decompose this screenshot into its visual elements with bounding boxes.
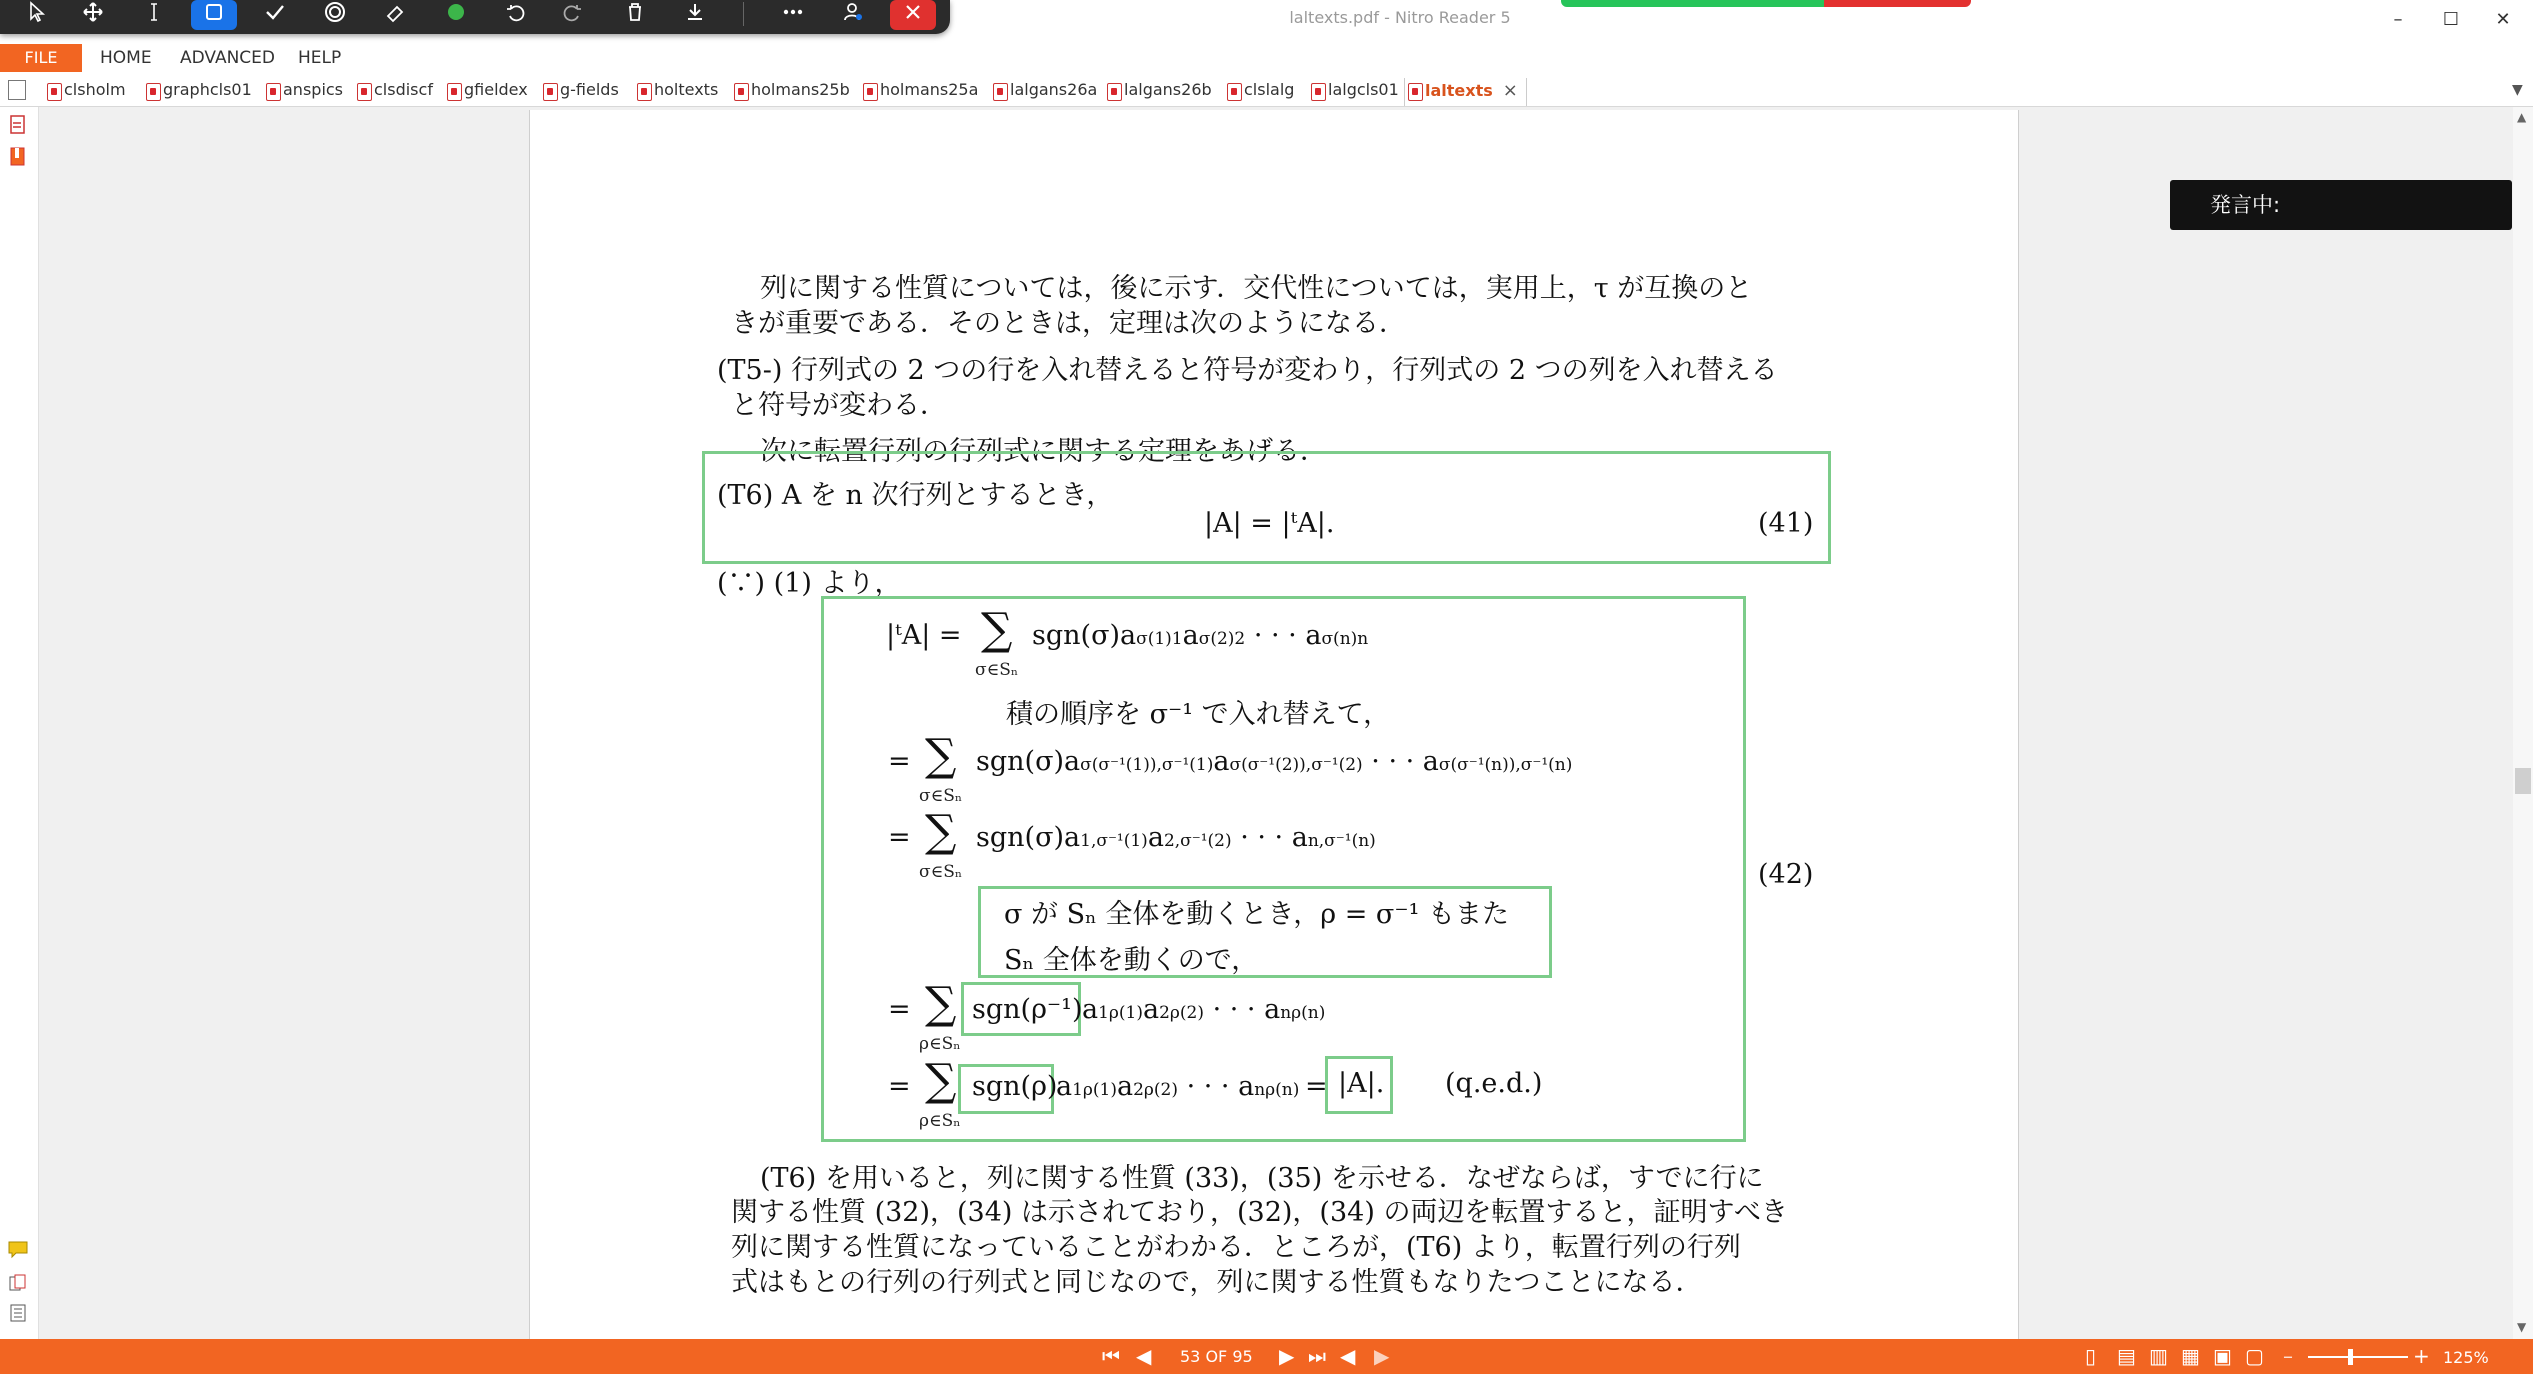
pdf-file-icon	[543, 83, 558, 101]
summation-index: σ∈Sₙ	[975, 660, 1019, 680]
proof-note-line: Sₙ 全体を動くので，	[1004, 945, 1259, 976]
math-subscript: σ(σ⁻¹(n)),σ⁻¹(n)	[1438, 755, 1573, 775]
zoom-out-icon[interactable]: –	[2283, 1344, 2293, 1368]
math-term	[1056, 1071, 1299, 1102]
tab-label: clsholm	[64, 80, 126, 99]
tab-lalgans26b[interactable]	[1104, 80, 1212, 104]
bookmarks-panel-icon[interactable]	[8, 147, 28, 167]
close-toolbar-icon[interactable]	[890, 0, 936, 30]
pdf-file-icon	[357, 83, 372, 101]
last-page-icon[interactable]: ⏭	[1308, 1344, 1326, 1368]
pdf-file-icon	[993, 83, 1008, 101]
math-text: · · · a	[1245, 620, 1322, 651]
scrollbar-thumb[interactable]	[2515, 768, 2531, 794]
math-text: · · · a	[1231, 822, 1308, 853]
undo-icon[interactable]	[492, 0, 538, 30]
summation-symbol: ∑	[925, 730, 957, 781]
tab-label: lalgans26a	[1010, 80, 1098, 99]
tab-label: holmans25b	[751, 80, 850, 99]
math-text: a	[1082, 994, 1099, 1025]
math-subscript: σ(σ⁻¹(2)),σ⁻¹(2)	[1229, 755, 1363, 775]
paragraph-line: (T6) を用いると，列に関する性質 (33)，(35) を示せる．なぜならば，すでに行に	[760, 1163, 1764, 1194]
maximize-button[interactable]: ☐	[2442, 9, 2460, 30]
eraser-icon[interactable]	[372, 0, 418, 30]
progress-bar-red	[1824, 0, 1971, 7]
first-page-icon[interactable]: ⏮	[1102, 1344, 1120, 1368]
math-text: sgn(σ)a	[976, 822, 1081, 853]
summation-symbol: ∑	[925, 1055, 957, 1106]
math-lhs: |ᵗA| =	[886, 620, 962, 651]
equation-41: |A| = |ᵗA|.	[1204, 508, 1335, 539]
tab-label: holmans25a	[880, 80, 979, 99]
pdf-file-icon	[1408, 83, 1423, 101]
theorem-t5-line: (T5-) 行列式の 2 つの行を入れ替えると符号が変わり，行列式の 2 つの列を入れ替える	[717, 355, 1778, 386]
pdf-file-icon	[266, 83, 281, 101]
math-subscript: σ(2)2	[1198, 629, 1246, 649]
pdf-file-icon	[1227, 83, 1242, 101]
scroll-down-icon[interactable]: ▼	[2517, 1320, 2527, 1334]
vertical-scrollbar[interactable]	[2513, 107, 2533, 1339]
math-subscript: 1ρ(1)	[1098, 1003, 1143, 1023]
tab-label: clsdiscf	[374, 80, 433, 99]
equation-number-42: (42)	[1758, 859, 1814, 890]
comments-panel-icon[interactable]	[8, 1241, 28, 1261]
paragraph-line: 式はもとの行列の行列式と同じなので，列に関する性質もなりたつことになる．	[731, 1267, 1703, 1298]
previous-page-icon[interactable]: ◀	[1136, 1344, 1152, 1368]
tab-label: lalgcls01	[1328, 80, 1399, 99]
proof-note-line: σ が Sₙ 全体を動くとき，ρ = σ⁻¹ もまた	[1004, 899, 1510, 930]
equation-number-41: (41)	[1758, 508, 1814, 539]
math-term	[976, 822, 1376, 853]
summation-index: σ∈Sₙ	[919, 786, 963, 806]
summation-index: ρ∈Sₙ	[919, 1034, 961, 1054]
sign-term: sgn(ρ⁻¹)	[972, 994, 1083, 1025]
download-icon[interactable]	[672, 0, 718, 30]
tab-clslalg[interactable]	[1224, 80, 1294, 104]
math-subscript: nρ(n)	[1280, 1003, 1326, 1023]
pdf-file-icon	[1107, 83, 1122, 101]
math-subscript: 1ρ(1)	[1072, 1080, 1117, 1100]
zoom-in-icon[interactable]: +	[2413, 1344, 2430, 1368]
select-arrow-icon[interactable]	[14, 0, 60, 30]
minimize-button[interactable]: –	[2393, 9, 2403, 30]
color-dot-icon[interactable]	[433, 0, 479, 30]
paragraph-line: 次に転置行列の行列式に関する定理をあげる．	[760, 436, 1327, 467]
tab-label: lalgans26b	[1124, 80, 1212, 99]
pdf-file-icon	[47, 83, 62, 101]
equals-sign: =	[888, 822, 911, 853]
tab-g-fields[interactable]	[540, 80, 619, 104]
tab-label: laltexts	[1425, 81, 1493, 100]
menu-help[interactable]: HELP	[298, 48, 342, 68]
text-cursor-icon[interactable]	[131, 0, 177, 30]
fit-page-icon[interactable]: ▣	[2213, 1344, 2232, 1368]
math-text: a	[1056, 1071, 1073, 1102]
math-text: · · · a	[1204, 994, 1281, 1025]
tab-graphcls01[interactable]	[143, 80, 252, 104]
result-term: |A|.	[1338, 1068, 1385, 1099]
more-icon[interactable]	[770, 0, 816, 30]
person-icon[interactable]	[830, 0, 876, 30]
close-tab-icon[interactable]: ×	[1502, 80, 1518, 101]
pdf-file-icon	[637, 83, 652, 101]
toolbar-separator	[743, 2, 744, 26]
math-subscript: σ(1)1	[1136, 629, 1183, 649]
delete-icon[interactable]	[612, 0, 658, 30]
window-title: laltexts.pdf - Nitro Reader 5	[1289, 8, 1511, 27]
page-indicator[interactable]: 53 OF 95	[1180, 1347, 1253, 1366]
tab-holmans25b[interactable]	[731, 80, 850, 104]
tab-lalgans26a[interactable]	[990, 80, 1097, 104]
continuous-facing-view-icon[interactable]: ▦	[2181, 1344, 2200, 1368]
redo-icon[interactable]	[550, 0, 596, 30]
pdf-file-icon	[734, 83, 749, 101]
speaking-indicator: 発言中:	[2170, 180, 2512, 230]
pdf-file-icon	[863, 83, 878, 101]
equals-sign: =	[1305, 1071, 1328, 1102]
summation-index: ρ∈Sₙ	[919, 1111, 961, 1131]
paragraph-line: 列に関する性質になっていることがわかる．ところが，(T6) より，転置行列の行列	[731, 1232, 1741, 1263]
sign-term: sgn(ρ)	[972, 1071, 1058, 1102]
qed-mark: (q.e.d.)	[1445, 1068, 1543, 1099]
tab-label: clslalg	[1244, 80, 1295, 99]
math-text: · · · a	[1178, 1071, 1255, 1102]
proof-comment: 積の順序を σ⁻¹ で入れ替えて，	[1006, 699, 1391, 730]
paragraph-line: 関する性質 (32)，(34) は示されており，(32)，(34) の両辺を転置すると，証明すべき	[731, 1197, 1788, 1228]
math-text: · · · a	[1362, 746, 1439, 777]
pdf-file-icon	[1311, 83, 1326, 101]
theorem-t6: (T6) A を n 次行列とするとき，	[717, 480, 1114, 511]
left-side-panel	[0, 107, 39, 1339]
math-subscript: 2,σ⁻¹(2)	[1163, 831, 1232, 851]
summation-symbol: ∑	[981, 604, 1013, 655]
math-subscript: n,σ⁻¹(n)	[1307, 831, 1376, 851]
next-view-icon[interactable]: ▶	[1374, 1344, 1390, 1368]
tab-label: graphcls01	[163, 80, 252, 99]
math-text: a	[1143, 994, 1160, 1025]
math-subscript: σ(n)n	[1321, 629, 1369, 649]
tab-anspics[interactable]	[263, 80, 343, 104]
menu-home[interactable]: HOME	[100, 48, 152, 68]
target-icon[interactable]	[312, 0, 358, 30]
math-text: a	[1117, 1071, 1134, 1102]
math-text: a	[1182, 620, 1199, 651]
math-text: a	[1147, 822, 1164, 853]
facing-view-icon[interactable]: ▥	[2149, 1344, 2168, 1368]
layers-panel-icon[interactable]	[8, 1303, 28, 1323]
paragraph-line: 列に関する性質については，後に示す．交代性については，実用上，τ が互換のと	[760, 273, 1753, 304]
tab-holtexts[interactable]	[634, 80, 718, 104]
paragraph-line: きが重要である．そのときは，定理は次のようになる．	[731, 308, 1406, 339]
next-page-icon[interactable]: ▶	[1279, 1344, 1295, 1368]
math-term	[976, 746, 1572, 777]
document-tab-bar	[0, 74, 2533, 107]
menu-bar	[0, 44, 2533, 72]
summation-symbol: ∑	[925, 978, 957, 1029]
pdf-file-icon	[146, 83, 161, 101]
move-icon[interactable]	[70, 0, 116, 30]
pdf-file-icon	[447, 83, 462, 101]
summation-index: σ∈Sₙ	[919, 862, 963, 882]
math-text: sgn(σ)a	[976, 746, 1081, 777]
zoom-slider[interactable]	[2308, 1356, 2408, 1358]
math-subscript: σ(σ⁻¹(1)),σ⁻¹(1)	[1080, 755, 1214, 775]
math-term	[1082, 994, 1325, 1025]
tab-clsholm[interactable]	[44, 80, 126, 104]
math-text: a	[1213, 746, 1230, 777]
tab-lalgcls01[interactable]	[1308, 80, 1399, 104]
tab-label: gfieldex	[464, 80, 528, 99]
equals-sign: =	[888, 746, 911, 777]
math-subscript: 2ρ(2)	[1133, 1080, 1178, 1100]
continuous-view-icon[interactable]: ▤	[2117, 1344, 2136, 1368]
equals-sign: =	[888, 1071, 911, 1102]
zoom-slider-handle[interactable]	[2348, 1349, 2353, 1365]
math-subscript: 1,σ⁻¹(1)	[1080, 831, 1148, 851]
math-subscript: nρ(n)	[1254, 1080, 1300, 1100]
check-icon[interactable]	[252, 0, 298, 30]
equals-sign: =	[888, 994, 911, 1025]
tab-gfieldex[interactable]	[444, 80, 528, 104]
math-text: sgn(σ)a	[1032, 620, 1137, 651]
menu-file[interactable]: FILE	[0, 44, 82, 72]
math-subscript: 2ρ(2)	[1159, 1003, 1204, 1023]
single-page-view-icon[interactable]: ▯	[2085, 1344, 2097, 1368]
tab-label: holtexts	[654, 80, 719, 99]
pages-panel-icon[interactable]	[8, 115, 28, 135]
tab-holmans25a[interactable]	[860, 80, 978, 104]
summation-symbol: ∑	[925, 806, 957, 857]
proof-intro: (∵) (1) より，	[717, 568, 902, 599]
tab-label: g-fields	[560, 80, 619, 99]
annotation-toolbar	[0, 0, 950, 34]
tab-overflow-chevron-icon[interactable]: ▼	[2512, 82, 2523, 98]
tab-clsdiscf[interactable]	[354, 80, 433, 104]
theorem-t5-line: と符号が変わる．	[731, 390, 947, 421]
close-window-button[interactable]: ✕	[2495, 9, 2511, 30]
menu-advanced[interactable]: ADVANCED	[180, 48, 276, 68]
progress-bar-green	[1561, 0, 1824, 7]
scroll-up-icon[interactable]: ▲	[2517, 110, 2527, 124]
tab-label: anspics	[283, 80, 344, 99]
document-list-icon[interactable]	[8, 80, 26, 100]
zoom-level[interactable]: 125%	[2443, 1348, 2489, 1367]
rectangle-tool-icon[interactable]	[191, 0, 237, 30]
previous-view-icon[interactable]: ◀	[1340, 1344, 1356, 1368]
tab-laltexts[interactable]	[1404, 78, 1527, 106]
math-term	[1032, 620, 1368, 651]
attachments-panel-icon[interactable]	[8, 1273, 28, 1293]
fit-width-icon[interactable]: ▢	[2245, 1344, 2264, 1368]
